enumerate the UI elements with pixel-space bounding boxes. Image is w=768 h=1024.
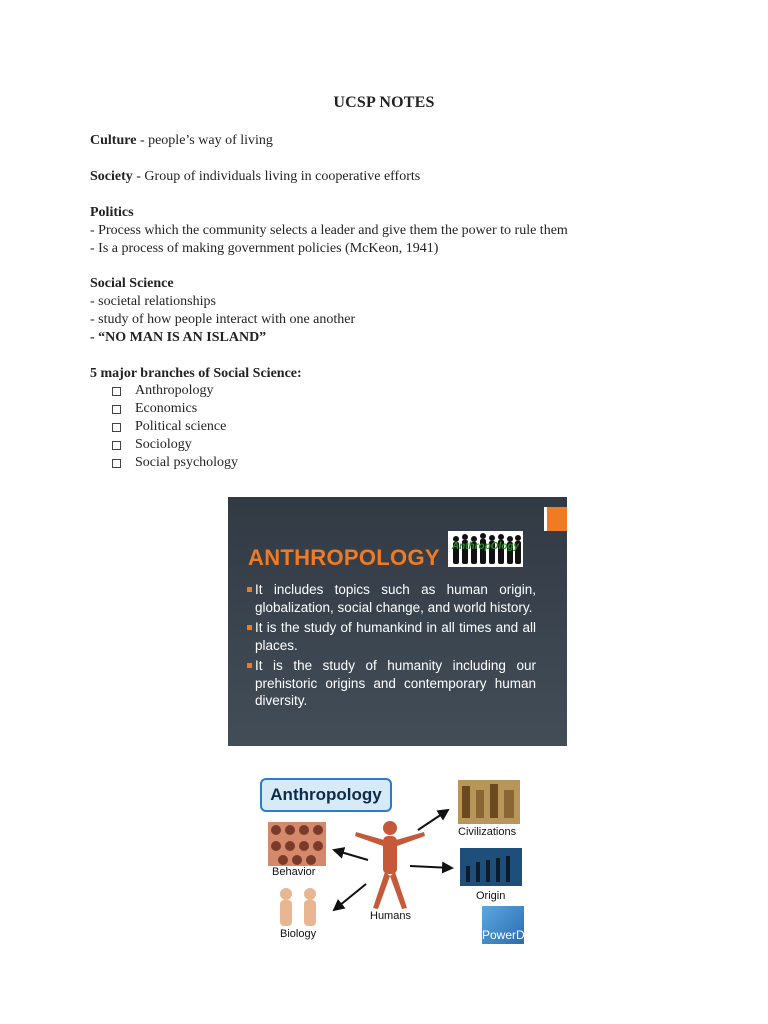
biology-picture	[280, 888, 316, 926]
origin-label: Origin	[476, 890, 506, 902]
diagram-title: Anthropology	[260, 778, 392, 812]
culture-def: - people’s way of living	[136, 133, 273, 148]
social-science-line: - societal relationships	[90, 294, 216, 309]
arrow-to-behavior	[334, 850, 368, 860]
anthropology-logo	[448, 531, 523, 567]
civilizations-label: Civilizations	[458, 826, 517, 838]
social-science-line: - study of how people interact with one another	[90, 312, 356, 327]
checkbox-bullet-icon	[112, 459, 121, 468]
list-item-label: Anthropology	[135, 383, 214, 398]
watermark-text: PowerD	[482, 928, 525, 942]
slide-bullet: It is the study of humankind in all times and all places.	[246, 619, 536, 654]
slide-bullet: It is the study of humanity including our prehistoric origins and contemporary human diversity.	[246, 657, 536, 710]
checkbox-bullet-icon	[112, 441, 121, 450]
culture-definition	[90, 132, 273, 150]
slide-accent-bar	[544, 507, 567, 531]
list-item-label: Sociology	[135, 437, 192, 452]
list-item-label: Economics	[135, 401, 198, 416]
politics-term: Politics	[90, 205, 134, 220]
behavior-label: Behavior	[272, 866, 316, 878]
list-item	[112, 418, 238, 436]
branches-heading: 5 major branches of Social Science:	[90, 366, 302, 381]
politics-line: - Is a process of making government policies (McKeon, 1941)	[90, 241, 439, 256]
list-item-label: Political science	[135, 419, 227, 434]
powerpoint-watermark	[482, 906, 524, 944]
list-item	[112, 400, 238, 418]
arrow-to-biology	[334, 884, 366, 910]
list-item-label: Social psychology	[135, 455, 239, 470]
society-term: Society	[90, 169, 133, 184]
checkbox-bullet-icon	[112, 423, 121, 432]
page-title: UCSP NOTES	[333, 94, 435, 111]
checkbox-bullet-icon	[112, 387, 121, 396]
politics-line: - Process which the community selects a leader and give them the power to rule them	[90, 223, 568, 238]
biology-label: Biology	[280, 928, 317, 940]
list-item	[112, 454, 238, 472]
list-item	[112, 436, 238, 454]
slide-title: ANTHROPOLOGY	[248, 545, 440, 570]
humans-label: Humans	[370, 910, 411, 922]
social-science-quote: - “NO MAN IS AN ISLAND”	[90, 330, 267, 345]
checkbox-bullet-icon	[112, 405, 121, 414]
logo-text: AnthropOlogy	[451, 541, 520, 552]
culture-term: Culture	[90, 133, 137, 148]
society-def: - Group of individuals living in cooperative efforts	[132, 169, 421, 184]
arrow-to-origin	[410, 866, 452, 868]
anthropology-diagram-image	[258, 770, 524, 946]
list-item	[112, 382, 238, 400]
slide-bullet: It includes topics such as human origin, globalization, social change, and world history.	[246, 581, 536, 616]
anthropology-slide-image	[228, 497, 567, 746]
arrow-to-civilizations	[418, 810, 448, 830]
slide-bullets	[246, 581, 536, 713]
society-definition	[90, 168, 420, 186]
branches-list	[112, 382, 238, 472]
social-science-term: Social Science	[90, 276, 174, 291]
human-anatomy-icon	[355, 821, 425, 909]
social-science-section	[90, 275, 355, 347]
branches-heading-wrap	[90, 365, 302, 383]
politics-section	[90, 204, 568, 258]
